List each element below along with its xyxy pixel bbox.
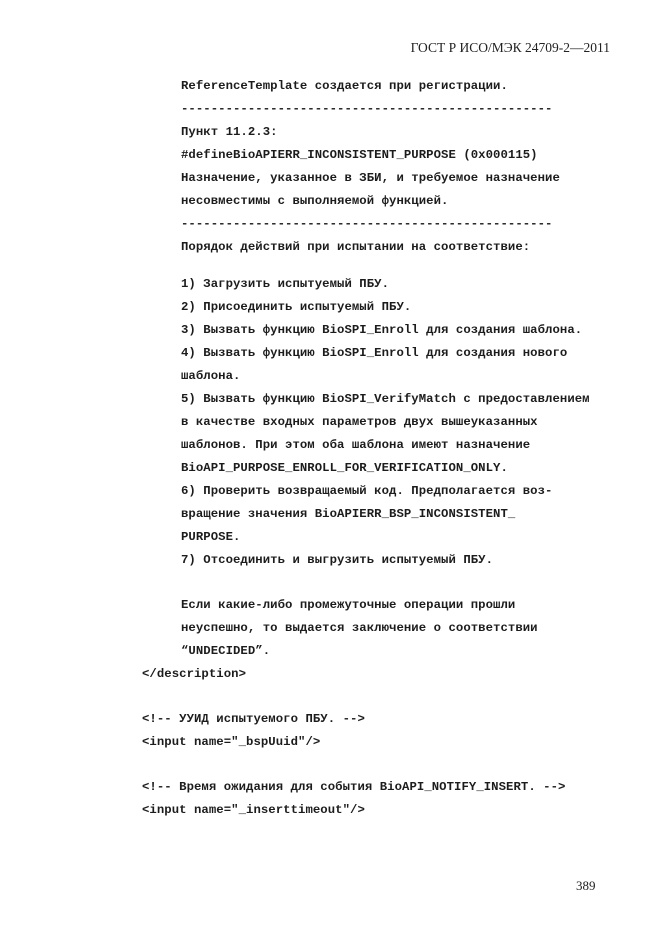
procedure-heading: Порядок действий при испытании на соответствие: [181,240,531,254]
text-line: Если какие-либо промежуточные операции прошли [181,598,516,612]
step-item-continuation: PURPOSE. [181,530,241,544]
step-item-continuation: шаблонов. При этом оба шаблона имеют назначение [181,438,531,452]
step-item-continuation: BioAPI_PURPOSE_ENROLL_FOR_VERIFICATION_ONLY. [181,461,508,475]
step-item: 3) Вызвать функцию BioSPI_Enroll для создания шаблона. [181,323,583,337]
separator-line: -------------------------------------------------- [181,102,553,116]
error-define: #defineBioAPIERR_INCONSISTENT_PURPOSE (0x000115) [181,148,538,162]
text-line: неуспешно, то выдается заключение о соответствии [181,621,538,635]
text-line: Назначение, указанное в ЗБИ, и требуемое назначение [181,171,560,185]
step-item-continuation: в качестве входных параметров двух вышеуказанных [181,415,538,429]
description-closing-tag: </description> [142,667,247,681]
step-item: 7) Отсоединить и выгрузить испытуемый ПБУ. [181,553,494,567]
step-item: 5) Вызвать функцию BioSPI_VerifyMatch с предоставлением [181,392,590,406]
xml-comment: <!-- Время ожидания для события BioAPI_NOTIFY_INSERT. --> [142,780,566,794]
xml-input-element: <input name="_inserttimeout"/> [142,803,365,817]
step-item: 1) Загрузить испытуемый ПБУ. [181,277,390,291]
step-item: 6) Проверить возвращаемый код. Предполагается воз- [181,484,553,498]
text-line: “UNDECIDED”. [181,644,271,658]
page-number: 389 [576,878,596,893]
step-item-continuation: шаблона. [181,369,241,383]
text-line: несовместимы с выполняемой функцией. [181,194,449,208]
xml-input-element: <input name="_bspUuid"/> [142,735,321,749]
step-item: 2) Присоединить испытуемый ПБУ. [181,300,412,314]
clause-heading: Пункт 11.2.3: [181,125,278,139]
document-header: ГОСТ Р ИСО/МЭК 24709-2—2011 [410,40,610,55]
step-item-continuation: вращение значения BioAPIERR_BSP_INCONSISTENT_ [181,507,516,521]
text-line: ReferenceTemplate создается при регистрации. [181,79,508,93]
step-item: 4) Вызвать функцию BioSPI_Enroll для создания нового [181,346,568,360]
xml-comment: <!-- УУИД испытуемого ПБУ. --> [142,712,365,726]
separator-line: -------------------------------------------------- [181,217,553,231]
